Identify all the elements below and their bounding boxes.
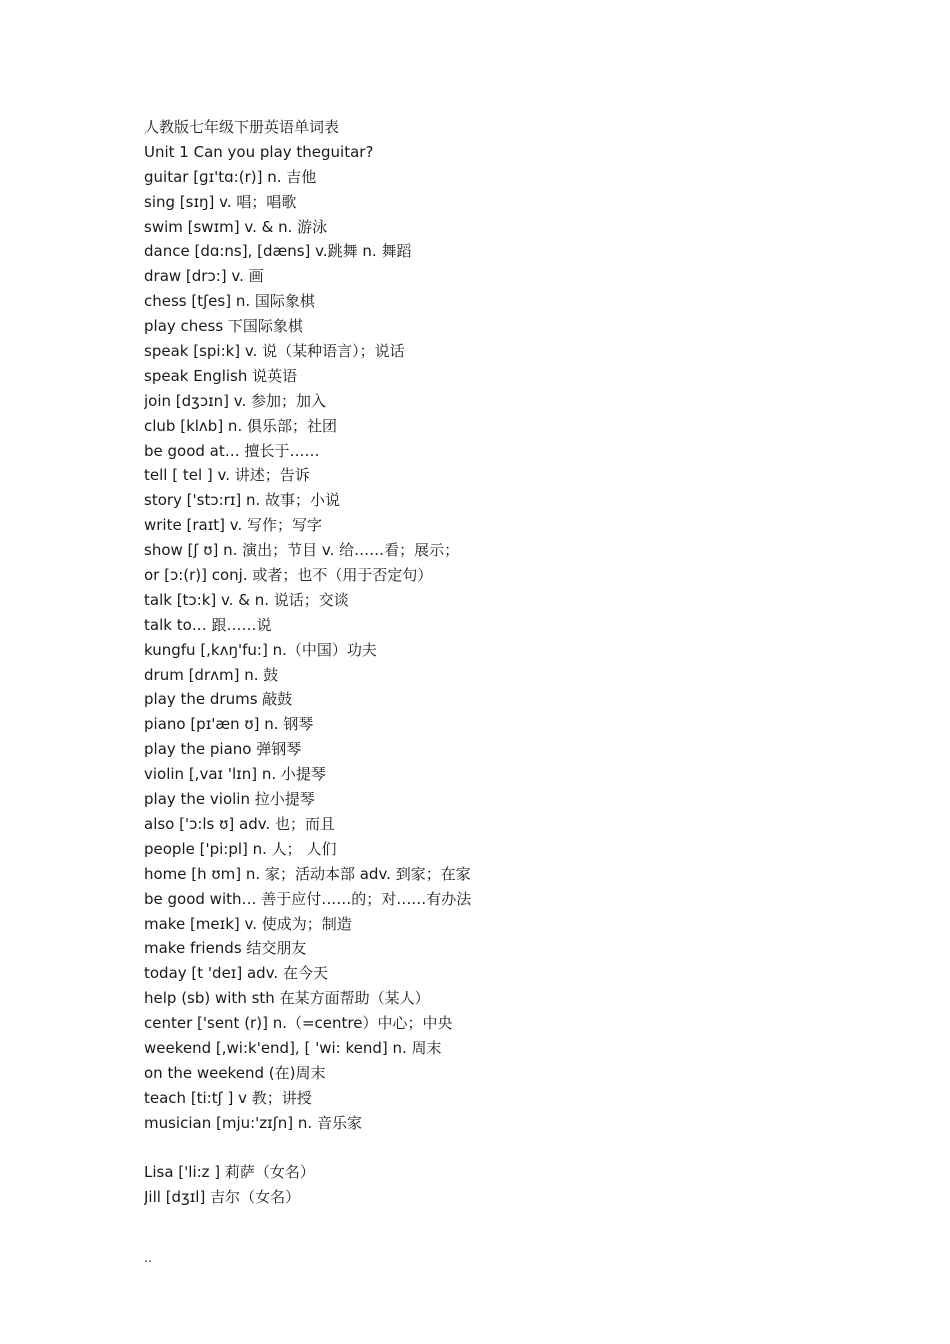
vocab-line: speak English 说英语 [144,366,298,385]
vocab-line: speak [spi:k] v. 说（某种语言）；说话 [144,342,405,361]
vocab-line: story ['stɔ:rɪ] n. 故事；小说 [144,491,341,510]
word-list-part-2 [144,1160,904,1210]
vocab-line: draw [drɔ:] v. 画 [144,267,264,286]
vocab-line: make [meɪk] v. 使成为；制造 [144,914,352,933]
vocab-line: today [t 'deɪ] adv. 在今天 [144,964,328,983]
vocab-line: violin [,vaɪ 'lɪn] n. 小提琴 [144,765,326,784]
vocab-line: help (sb) with sth 在某方面帮助（某人） [144,989,430,1008]
vocab-line: sing [sɪŋ] v. 唱；唱歌 [144,192,297,211]
vocab-line: guitar [ɡɪ'tɑ:(r)] n. 吉他 [144,167,317,186]
vocab-line: drum [drʌm] n. 鼓 [144,665,279,684]
vocab-line: be good at… 擅长于…… [144,441,320,460]
vocab-line: home [h ʊm] n. 家；活动本部 adv. 到家；在家 [144,864,471,883]
vocab-line: teach [ti:tʃ ] v 教；讲授 [144,1088,312,1107]
vocab-line: be good with… 善于应付……的；对……有办法 [144,889,472,908]
vocab-line: join [dʒɔɪn] v. 参加；加入 [144,391,327,410]
vocab-line: people ['pi:pl] n. 人； 人们 [144,839,337,858]
vocab-line: on the weekend (在)周末 [144,1063,326,1082]
vocab-line: musician [mju:'zɪʃn] n. 音乐家 [144,1113,362,1132]
word-list-part-1 [144,115,904,1136]
vocab-line: also ['ɔ:ls ʊ] adv. 也；而且 [144,814,335,833]
word-list [144,115,904,1210]
vocab-line: chess [tʃes] n. 国际象棋 [144,292,315,311]
vocab-line: play the violin 拉小提琴 [144,790,315,809]
vocab-line: write [raɪt] v. 写作；写字 [144,516,323,535]
vocab-line: make friends 结交朋友 [144,939,307,958]
vocab-line: play the drums 敲鼓 [144,690,293,709]
vocab-line: Lisa ['li:z ] 莉萨（女名） [144,1163,315,1182]
vocab-line: talk to… 跟……说 [144,615,272,634]
vocab-line: or [ɔ:(r)] conj. 或者；也不（用于否定句） [144,566,433,585]
vocab-line: talk [tɔ:k] v. & n. 说话；交谈 [144,590,349,609]
document-title: 人教版七年级下册英语单词表 [144,118,340,136]
page-footer-dots: .. [144,1251,153,1266]
blank-line [144,1136,904,1161]
vocab-line: Unit 1 Can you play theguitar? [144,142,374,161]
vocab-line: swim [swɪm] v. & n. 游泳 [144,217,328,236]
vocab-line: club [klʌb] n. 俱乐部；社团 [144,416,337,435]
vocab-line: play chess 下国际象棋 [144,317,303,336]
vocab-line: tell [ tel ] v. 讲述；告诉 [144,466,310,485]
vocab-line: dance [dɑ:ns], [dæns] v.跳舞 n. 舞蹈 [144,242,412,261]
vocab-line: play the piano 弹钢琴 [144,740,302,759]
vocab-line: Jill [dʒɪl] 吉尔（女名） [144,1188,301,1207]
vocab-line: weekend [,wi:k'end], [ 'wi: kend] n. 周末 [144,1038,442,1057]
vocab-line: center ['sent (r)] n.（=centre）中心；中央 [144,1014,453,1033]
vocab-line: show [ʃ ʊ] n. 演出；节目 v. 给……看；展示； [144,541,460,560]
vocab-line: kungfu [,kʌŋ'fu:] n.（中国）功夫 [144,640,377,659]
vocab-line: piano [pɪ'æn ʊ] n. 钢琴 [144,715,314,734]
